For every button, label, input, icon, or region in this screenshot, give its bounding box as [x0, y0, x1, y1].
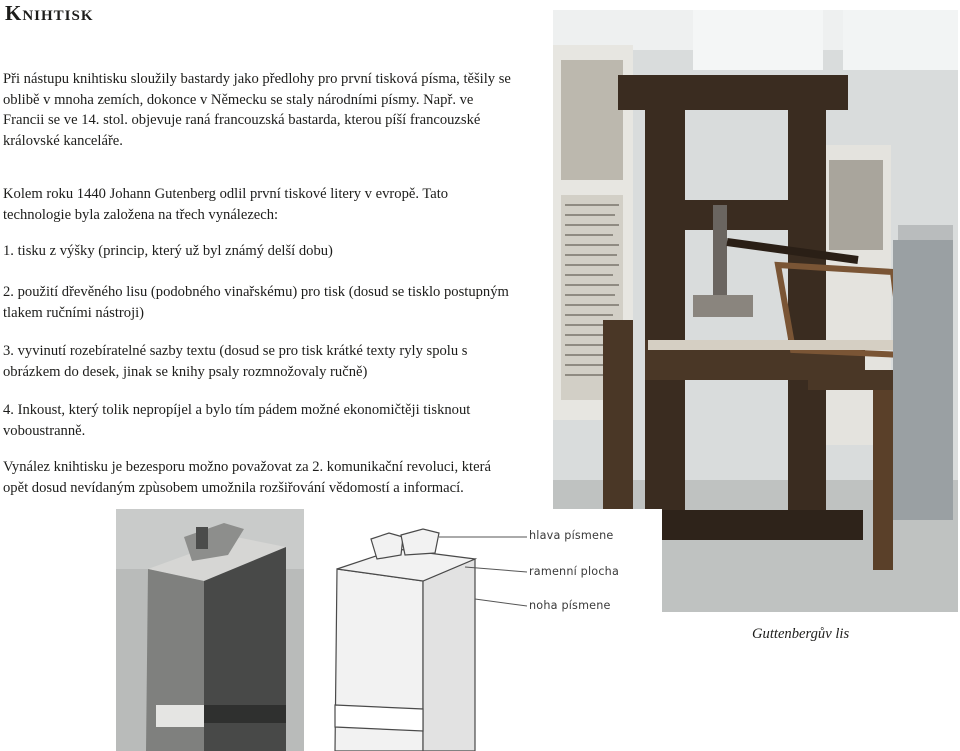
press-caption: Guttenbergův lis: [752, 626, 850, 642]
list-item-ink: 4. Inkoust, který tolik nepropíjel a bylo tím pádem možné ekonomičtěji tisknout voboustranně.: [3, 402, 471, 439]
page-title: Knihtisk: [5, 1, 94, 25]
list-item-wooden-press: 2. použití dřevěného lisu (podobného vinařskému) pro tisk (dosud se tisklo postupným tlakem ručními nástroji): [3, 284, 509, 321]
paragraph-bastarda: Při nástupu knihtisku sloužily bastardy jako předlohy pro první tisková písma, těšily se oblibě v mnoha zemích, dokonce v Německu se staly národními písmy. Např. ve Francii se ve 14. stol. objevuje raná francouzská bastarda, kterou píší francouzské královské kanceláře.: [3, 71, 511, 149]
label-letter-head: hlava písmene: [529, 529, 614, 542]
label-shoulder: ramenní plocha: [529, 565, 620, 578]
paragraph-revolution: Vynález knihtisku je bezesporu možno považovat za 2. komunikační revoluci, která opět dosud nevídaným zpùsobem umožnila rozšiřování vědomostí a informací.: [3, 459, 491, 496]
list-item-relief-print: 1. tisku z výšky (princip, který už byl známý delší dobu): [3, 243, 333, 259]
metal-type-photo: [116, 509, 304, 751]
paragraph-gutenberg: Kolem roku 1440 Johann Gutenberg odlil první tiskové litery v evropě. Tato technologie byla založena na třech vynálezech:: [3, 186, 449, 223]
type-diagram: [305, 509, 662, 751]
list-item-movable-type: 3. vyvinutí rozebíratelné sazby textu (dosud se pro tisk krátké texty ryly spolu s obrázkem do desek, jinak se knihy psaly rozmnožovaly ručně): [3, 343, 468, 380]
label-letter-foot: noha písmene: [529, 599, 611, 612]
